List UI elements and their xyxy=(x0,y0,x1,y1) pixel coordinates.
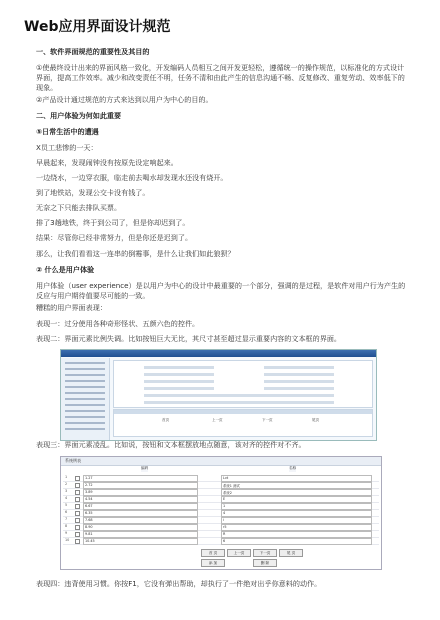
paragraph: 用户体验（user experience）是以用户为中心的设计中最重要的一个部分，强调的是过程，是软件对用户行为产生的反应与用户期待值要尽可能的一致。 xyxy=(36,281,406,300)
page-title: Web应用界面设计规范 xyxy=(24,19,171,35)
table-row xyxy=(63,537,379,545)
form-field xyxy=(144,387,214,390)
grid-first-button: 首页 xyxy=(162,418,169,422)
sidebar-item xyxy=(65,386,105,388)
name-value: 1 xyxy=(221,503,372,510)
form-field xyxy=(264,366,334,369)
pager-prev-button: 上一页 xyxy=(227,549,251,557)
pager-next-button: 下一页 xyxy=(253,549,277,557)
code-value: 7.68 xyxy=(83,517,198,524)
row-index: 9 xyxy=(65,531,68,535)
paragraph: 无奈之下只能去排队买票。 xyxy=(36,203,122,212)
sidebar-item xyxy=(65,398,105,400)
paragraph: X员工悲惨的一天： xyxy=(36,143,98,152)
section-heading: 一、软件界面规范的重要性及其目的 xyxy=(36,47,150,56)
row-checkbox xyxy=(75,525,80,530)
form-field xyxy=(144,401,334,404)
sidebar-item xyxy=(65,374,105,376)
list-caption-bar xyxy=(61,457,381,466)
row-index: 4 xyxy=(65,496,68,500)
paragraph: 排了3趟地铁，终于到公司了，但是你却迟到了。 xyxy=(36,218,190,227)
paragraph: 糟糕的用户界面表现： xyxy=(36,303,107,312)
name-value: 4 xyxy=(221,510,372,517)
paragraph: ②产品设计通过规范的方式来达到以用户为中心的目的。 xyxy=(36,95,213,104)
name-value: 系统2 xyxy=(221,489,372,496)
column-header-name: 名称 xyxy=(289,466,297,470)
paragraph: 到了地铁站，发现公交卡没有钱了。 xyxy=(36,188,150,197)
row-checkbox xyxy=(75,497,80,502)
form-field xyxy=(144,373,214,376)
grid-prev-button: 上一页 xyxy=(212,418,223,422)
grid-next-button: 下一页 xyxy=(262,418,273,422)
code-value: 6.67 xyxy=(83,503,198,510)
subheading: ② 什么是用户体验 xyxy=(36,265,95,274)
row-checkbox xyxy=(75,532,80,537)
paragraph: 表现三：界面元素凌乱。比如说，按钮和文本框摆放地点随意，该对齐的控件对不齐。 xyxy=(36,440,306,449)
paragraph: ①使最终设计出来的界面风格一致化，开发编码人员相互之间开发更轻松，遵循统一的操作规范，以标准化的方式设计界面，提高工作效率。减少和改变责任不明，任务不清和由此产生的信息沟通不畅、反复修改、重复劳动、效率低下的现象。 xyxy=(36,63,405,92)
example-screenshot-oversized-buttons xyxy=(60,349,377,441)
row-checkbox xyxy=(75,483,80,488)
row-index: 5 xyxy=(65,503,68,507)
code-cell xyxy=(83,538,201,545)
row-checkbox xyxy=(75,511,80,516)
paragraph: 那么，让我们看看这一连串的倒霉事，是什么让我们如此狼狈？ xyxy=(36,249,235,258)
row-checkbox xyxy=(75,476,80,481)
name-value: r5 xyxy=(221,524,372,531)
name-value: R xyxy=(221,531,372,538)
code-value: 9.81 xyxy=(83,531,198,538)
section-heading: 二、用户体验为何如此重要 xyxy=(36,111,122,120)
name-value: Lvt xyxy=(221,475,372,482)
code-value: 6.35 xyxy=(83,510,198,517)
subheading: ⑤日常生活中的遭遇 xyxy=(36,127,99,136)
sidebar-item xyxy=(65,410,105,412)
add-button: 添 加 xyxy=(201,559,225,567)
code-value: 1.27 xyxy=(83,475,198,482)
sidebar-item xyxy=(65,422,105,424)
grid-last-button: 尾页 xyxy=(312,418,319,422)
sidebar-nav xyxy=(61,358,110,440)
data-grid xyxy=(113,409,373,437)
row-index: 10 xyxy=(65,538,70,542)
paragraph: 表现一：过分使用各种奇形怪状、五颜六色的控件。 xyxy=(36,319,200,328)
form-field xyxy=(264,380,334,383)
sidebar-item xyxy=(65,380,105,382)
code-value: 10.45 xyxy=(83,538,198,545)
pager-last-button: 尾 页 xyxy=(279,549,303,557)
form-field xyxy=(264,373,334,376)
row-checkbox xyxy=(75,539,80,544)
row-index: 7 xyxy=(65,517,68,521)
paragraph: 表现四：违背使用习惯。你按F1，它没有弹出帮助，却执行了一件绝对出乎你意料的动作。 xyxy=(36,579,322,588)
grid-header xyxy=(114,410,372,414)
form-field xyxy=(144,394,334,397)
form-field xyxy=(144,366,214,369)
pager-first-button: 首 页 xyxy=(201,549,225,557)
sidebar-item xyxy=(65,392,105,394)
code-value: 2.72 xyxy=(83,482,198,489)
code-value: 4.54 xyxy=(83,496,198,503)
form-field xyxy=(264,387,334,390)
sidebar-item xyxy=(65,428,105,430)
paragraph: 表现二：界面元素比例失调。比如按钮巨大无比，其尺寸甚至超过显示重要内容的文本框的界面。 xyxy=(36,334,342,343)
app-header-bar xyxy=(61,350,376,357)
delete-button: 删 除 xyxy=(253,559,277,567)
name-value: E xyxy=(221,496,372,503)
code-value: 8.90 xyxy=(83,524,198,531)
row-index: 1 xyxy=(65,475,68,479)
paragraph: 结果：尽管你已经非常努力，但是你还是迟到了。 xyxy=(36,233,193,242)
form-field xyxy=(144,380,214,383)
row-checkbox xyxy=(75,504,80,509)
name-value: 6 xyxy=(221,538,372,545)
paragraph: 一边绕水，一边穿衣服，临走前去喝水却发现水还没有烧开。 xyxy=(36,173,228,182)
row-checkbox xyxy=(75,490,80,495)
sidebar-item xyxy=(65,368,105,370)
code-value: 3.89 xyxy=(83,489,198,496)
sidebar-item xyxy=(65,404,105,406)
form-panel xyxy=(113,360,373,408)
sidebar-item xyxy=(65,362,105,364)
name-cell xyxy=(221,538,371,545)
list-caption: 系统例表 xyxy=(65,458,81,463)
example-screenshot-messy-list xyxy=(60,456,382,570)
name-value: 系统1 测试 xyxy=(221,482,372,489)
row-index: 3 xyxy=(65,489,68,493)
row-index: 6 xyxy=(65,510,68,514)
column-header-code: 编码 xyxy=(141,466,149,470)
row-checkbox xyxy=(75,518,80,523)
paragraph: 早晨起来，发现闹钟没有按原先设定响起来。 xyxy=(36,158,178,167)
sidebar-item xyxy=(65,416,105,418)
name-value: i xyxy=(221,517,372,524)
row-index: 2 xyxy=(65,482,68,486)
row-index: 8 xyxy=(65,524,68,528)
